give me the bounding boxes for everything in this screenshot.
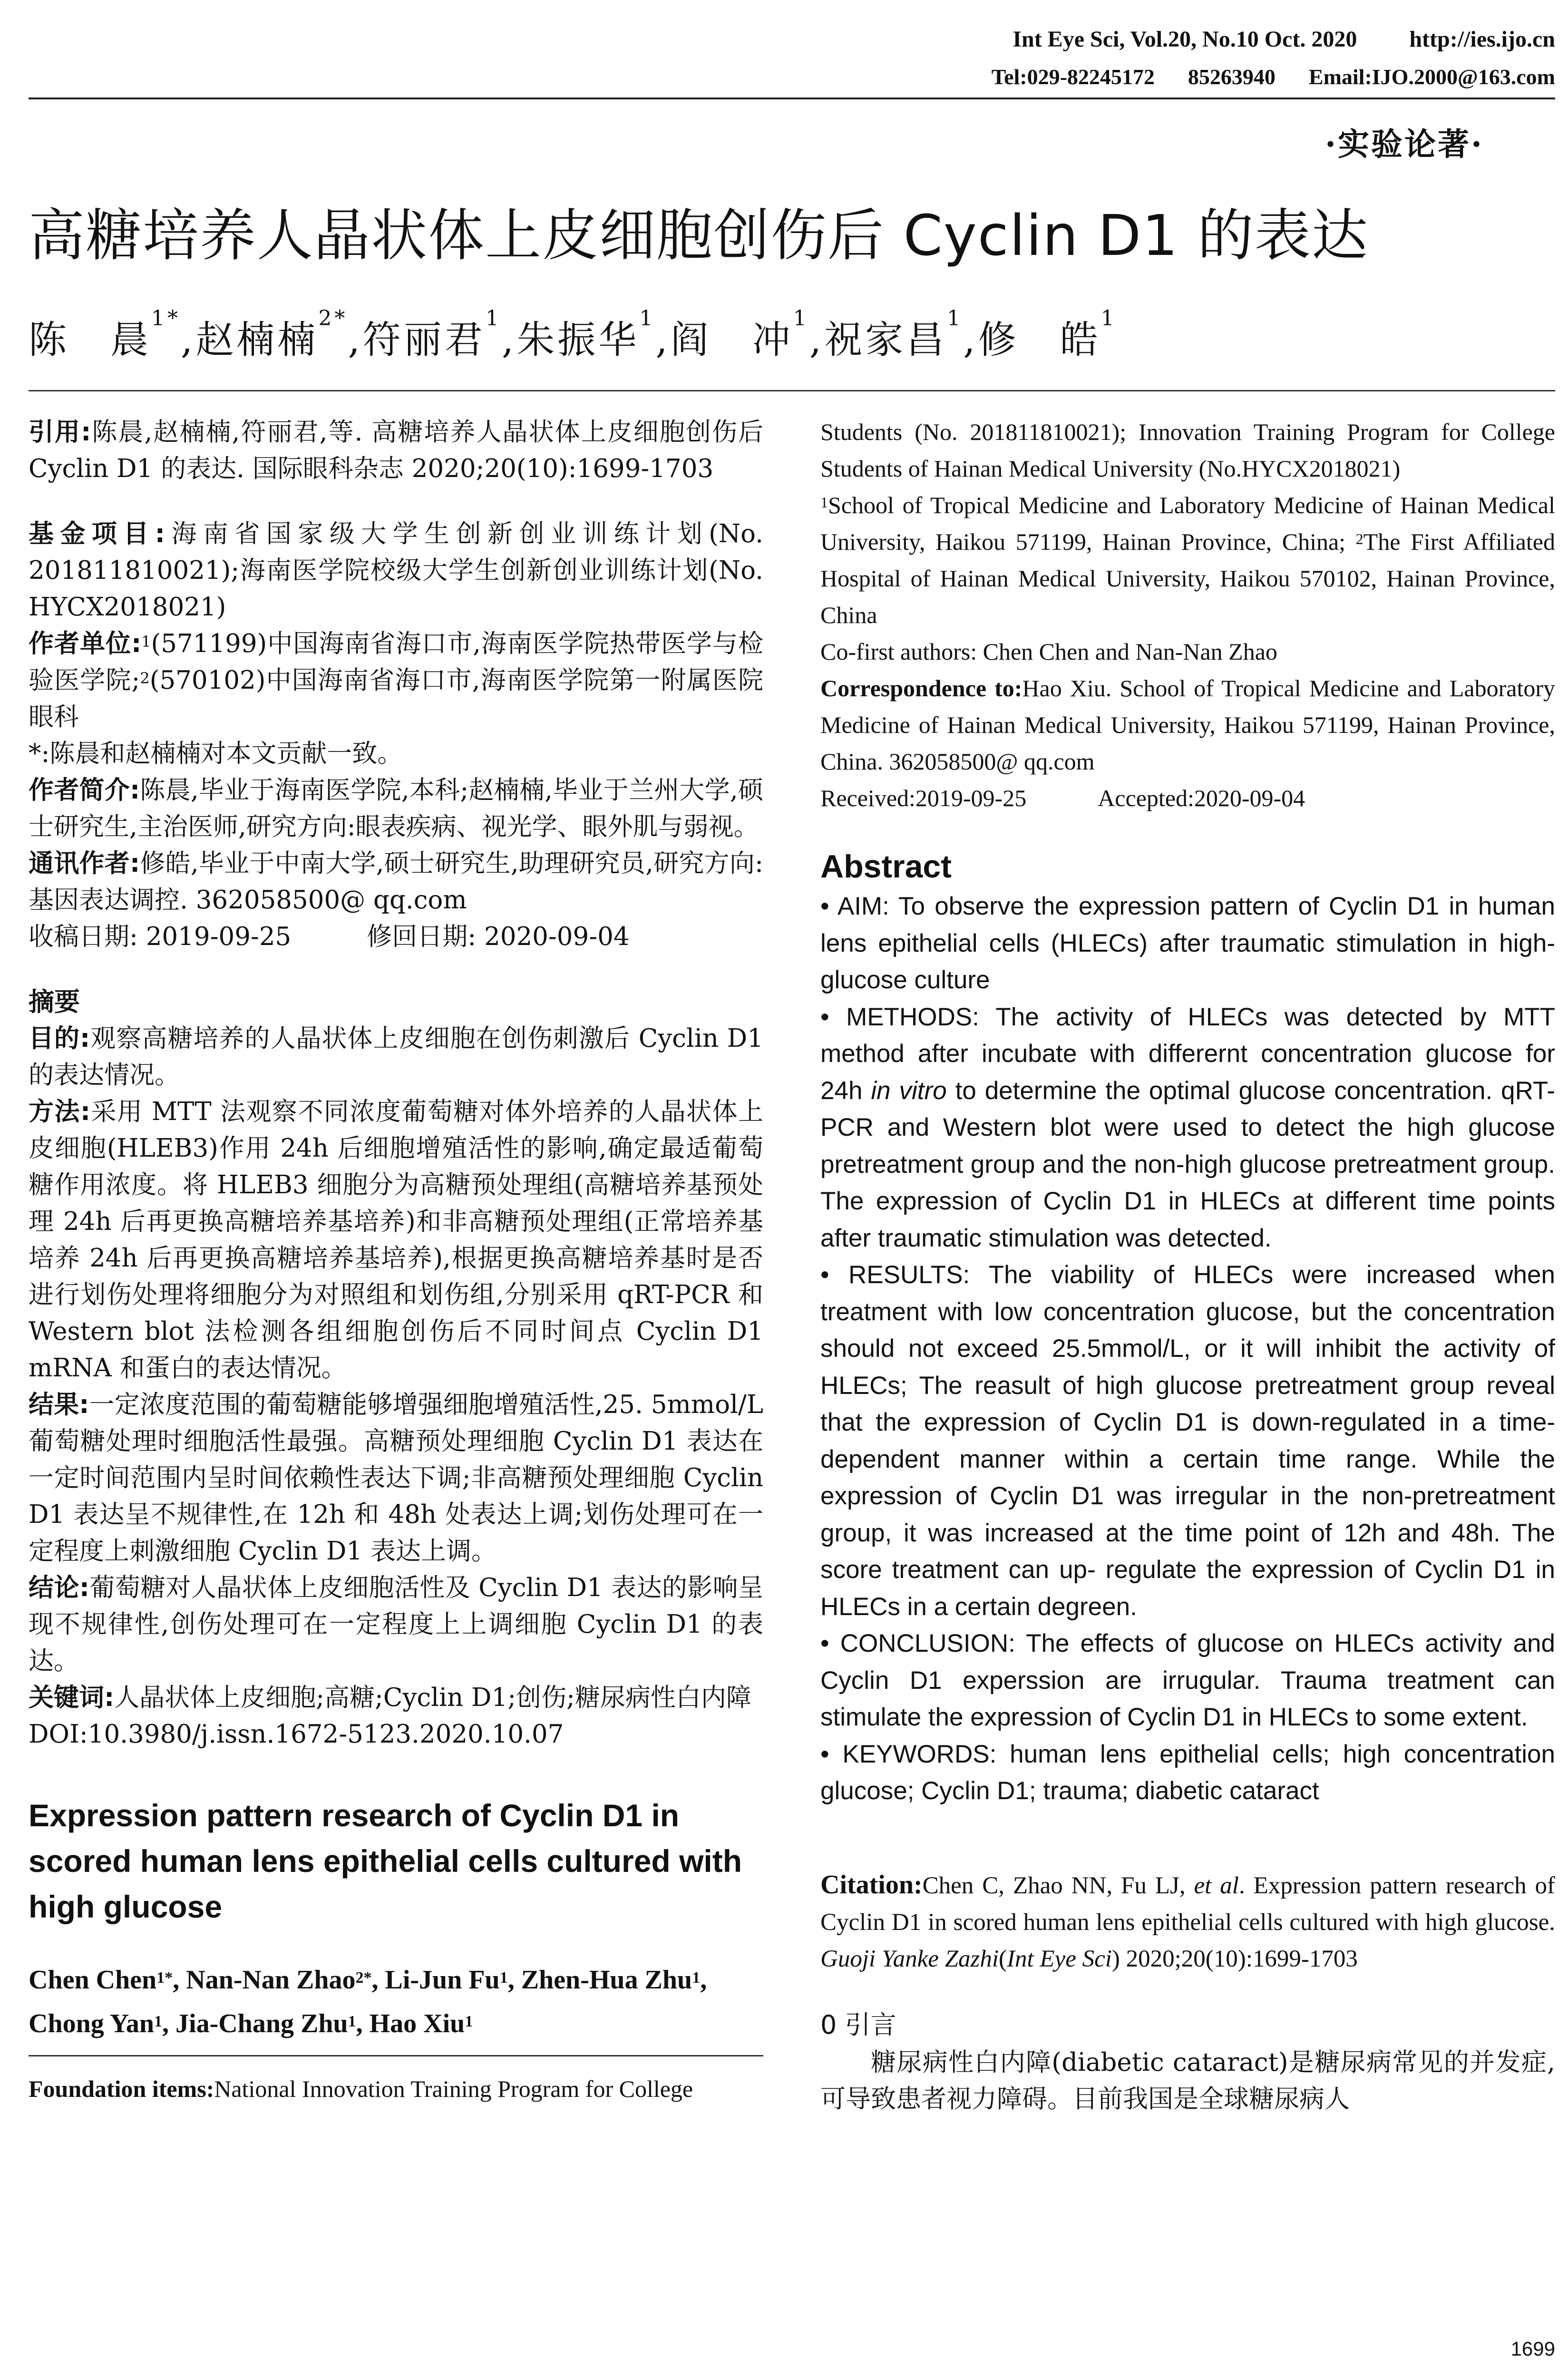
author-affil: 1 [465,2013,473,2030]
unit-sup: 1 [141,633,151,651]
author-en: Li-Jun Fu [385,1965,500,1995]
aim-label: 目的: [29,1024,90,1053]
title-rule [29,390,1555,391]
results-label: 结果: [29,1390,89,1419]
foundation-label: Foundation items: [29,2075,214,2102]
left-column [29,414,763,2107]
unit-text: (570102)中国海南省海口市,海南医学院第一附属医院眼科 [29,666,763,731]
methods-label: 方法: [29,1097,91,1126]
citation-en-title: . Expression pattern research of Cyclin D1 in scored human lens epithelial cells cultured with high glucose. [820,1872,1556,1936]
correspondence-en [820,670,1555,780]
author-affil: 1 [793,306,809,331]
author-en: Jia-Chang Zhu [175,2009,348,2038]
methods-italic: in vitro [871,1076,947,1105]
intro-heading: 0 引言 [820,2009,896,2040]
abstract-results-cn [29,1386,763,1569]
author-en: Zhen-Hua Zhu [521,1965,692,1995]
author-cn: 祝家昌 [824,318,947,362]
affiliation-1: School of Tropical Medicine and Laboratory Medicine of Hainan Medical University, Haikou 571199, Hainan Province, China; [820,492,1555,555]
author-en: Chen Chen [29,1965,157,1995]
running-header-contact [808,64,1555,89]
author-bio [29,772,763,845]
keywords-en: • KEYWORDS: human lens epithelial cells; high concentration glucose; Cyclin D1; trauma; diabetic cataract [820,1740,1555,1805]
bio-label: 作者简介: [29,776,140,805]
author-cn: 朱振华 [516,318,640,362]
author-cn: 符丽君 [362,318,486,362]
author-en: Nan-Nan Zhao [186,1965,356,1995]
conclusion-text: 葡萄糖对人晶状体上皮细胞活性及 Cyclin D1 表达的影响呈现不规律性,创伤处理可在一定程度上上调细胞 Cyclin D1 的表达。 [29,1573,763,1676]
journal-tel: Tel:029-82245172 [991,65,1155,89]
author-list-cn: 陈 晨$^{1*}$,赵楠楠$^{2*}$,符丽君$^1$,朱振华$^1$,阎 冲$^1$,祝家昌$^1$,修 皓$^1$ [29,306,1117,362]
english-title: Expression pattern research of Cyclin D1 in scored human lens epithelial cells cultured with high glucose [29,1798,742,1924]
author-cn: 陈 晨 [29,318,151,362]
citation-en-authors: Chen C, Zhao NN, Fu LJ, [922,1872,1194,1899]
journal-url[interactable]: http://ies.ijo.cn [1409,27,1555,52]
results-text: 一定浓度范围的葡萄糖能够增强细胞增殖活性,25. 5mmol/L 葡萄糖处理时细胞活性最强。高糖预处理细胞 Cyclin D1 表达在一定时间范围内呈时间依赖性表达下调;非高糖预处理细胞 Cyclin D1 表达呈不规律性,在 12h 和 48h 处表达上调;划伤处理可在一定程度上刺激细胞 Cyclin D1 表达上调。 [29,1390,763,1566]
correspondence-text: Hao Xiu. School of Tropical Medicine and Laboratory Medicine of Hainan Medical University, Haikou 571199, Hainan Province, China. 362058500@ qq.com [820,675,1556,775]
author-affil: 2* [355,1969,372,1987]
author-unit [29,625,763,735]
author-en: Hao Xiu [369,2009,465,2038]
author-list-en: Chen Chen$^{1*}$, Nan-Nan Zhao$^{2*}$, Li-Jun Fu$^1$, Zhen-Hua Zhu$^1$, Chong Yan$^1$, Jia-Chang Zhu$^1$, Hao Xiu$^1$ [29,1965,707,2038]
unit-label: 作者单位: [29,629,142,658]
running-header-journal [808,26,1555,52]
right-column [820,414,1555,2117]
author-affil: 1 [348,2013,356,2030]
foundation-items [29,2071,763,2107]
co-first-authors: Co-first authors: Chen Chen and Nan-Nan Zhao [820,638,1277,665]
unit-text: (571199)中国海南省海口市,海南医学院热带医学与检验医学院; [29,629,763,695]
fund-label: 基金项目: [29,519,165,548]
author-affil: 1 [154,2013,163,2030]
equal-contribution-note: *:陈晨和赵楠楠对本文贡献一致。 [29,739,403,768]
conclusion-label: 结论: [29,1573,89,1602]
citation-journal-en: Int Eye Sci [1007,1945,1112,1972]
unit-sup: 2 [140,669,150,687]
author-cn: 赵楠楠 [195,318,319,362]
affiliations-en [820,487,1555,633]
page-number: 1699 [1510,2338,1555,2360]
abstract-heading-en: Abstract [820,848,952,885]
journal-tel2: 85263940 [1188,65,1276,89]
authors-rule [29,2055,763,2056]
citation-text: 陈晨,赵楠楠,符丽君,等. 高糖培养人晶状体上皮细胞创伤后 Cyclin D1 的表达. 国际眼科杂志 2020;20(10):1699-1703 [29,418,763,483]
affiliation-2: The First Affiliated Hospital of Hainan Medical University, Haikou 570102, Hainan Province, China [820,528,1555,628]
citation-journal: Guoji Yanke Zazhi [820,1945,999,1972]
citation-label: 引用: [29,418,91,447]
revised-date: 修回日期: 2020-09-04 [367,922,630,951]
author-affil: 1* [151,306,181,331]
abstract-aim-cn [29,1020,763,1093]
citation-paren: ( [999,1945,1007,1972]
methods-text-a: • METHODS: The activity of HLECs was detected by MTT method after incubate with differernt concentration glucose for 24h [820,1003,1555,1105]
citation-volume: ) 2020;20(10):1699-1703 [1111,1945,1358,1972]
journal-info: Int Eye Sci, Vol.20, No.10 Oct. 2020 [1013,27,1357,52]
bio-text: 陈晨,毕业于海南医学院,本科;赵楠楠,毕业于兰州大学,硕士研究生,主治医师,研究方向:眼表疾病、视光学、眼外肌与弱视。 [29,776,763,841]
methods-text-b: to determine the optimal glucose concentration. qRT-PCR and Western blot were used to detect the high glucose pretreatment group and the non-high glucose pretreatment group. The expression of Cyclin D1 in HLECs at different time points after traumatic stimulation was detected. [820,1076,1555,1252]
abstract-methods-cn [29,1093,763,1386]
author-affil: 1 [485,306,502,331]
corr-text: 修皓,毕业于中南大学,硕士研究生,助理研究员,研究方向:基因表达调控. 362058500@ qq.com [29,849,763,915]
author-affil: 1 [639,306,656,331]
accepted-date-en: Accepted:2020-09-04 [1098,785,1305,811]
abstract-methods-en [820,999,1555,1257]
dates-en [820,780,1555,817]
author-affil: 1 [692,1969,701,1987]
abstract-aim-en: • AIM: To observe the expression pattern of Cyclin D1 in human lens epithelial cells (HLECs) after traumatic stimulation in high-glucose culture [820,892,1555,994]
citation-en [820,1867,1555,1978]
abstract-conclusion-cn [29,1569,763,1679]
header-rule [29,97,1555,99]
citation-en-label: Citation: [820,1870,923,1900]
author-cn: 阎 冲 [670,318,793,362]
author-affil: 1 [1101,306,1117,331]
foundation-text: National Innovation Training Program for College [214,2075,693,2102]
abstract-heading-cn: 摘要 [29,987,80,1017]
aim-text: 观察高糖培养的人晶状体上皮细胞在创伤刺激后 Cyclin D1 的表达情况。 [29,1024,763,1090]
foundation-items-cont: Students (No. 201811810021); Innovation Training Program for College Students of Hainan Medical University (No.HYCX2018021) [820,419,1555,482]
fund-info [29,516,763,625]
affil-sup: 1 [820,494,828,511]
affil-sup: 2 [1355,530,1363,547]
abstract-results-en: • RESULTS: The viability of HLECs were increased when treatment with low concentration glucose, but the concentration should not exceed 25.5mmol/L, or it will inhibit the activity of HLECs; The reasult of high glucose pretreatment group reveal that the expression of Cyclin D1 is down-regulated in a time-dependent manner within a certain time range. While the expression of Cyclin D1 was irregular in the non-pretreatment group, it was increased at the time point of 12h and 48h. The score treatment can up- regulate the expression of Cyclin D1 in HLECs in a certain degreen. [820,1261,1555,1621]
article-category: ·实验论著· [1325,126,1484,163]
author-cn: 修 皓 [978,318,1101,362]
correspondence-label: Correspondence to: [820,675,1023,701]
intro-paragraph: 糖尿病性白内障(diabetic cataract)是糖尿病常见的并发症,可导致患者视力障碍。目前我国是全球糖尿病人 [820,2047,1555,2114]
author-en: Chong Yan [29,2009,155,2038]
fund-text: 海南省国家级大学生创新创业训练计划(No. 201811810021);海南医学院校级大学生创新创业训练计划(No. HYCX2018021) [29,519,763,622]
citation-cn [29,414,763,487]
received-date-en: Received:2019-09-25 [820,785,1027,811]
keywords-label: 关键词: [29,1683,115,1712]
doi[interactable]: DOI:10.3980/j.issn.1672-5123.2020.10.07 [29,1720,564,1749]
keywords-text: 人晶状体上皮细胞;高糖;Cyclin D1;创伤;糖尿病性白内障 [114,1683,751,1712]
author-affil: 1* [156,1969,173,1987]
methods-text: 采用 MTT 法观察不同浓度葡萄糖对体外培养的人晶状体上皮细胞(HLEB3)作用 24h 后细胞增殖活性的影响,确定最适葡萄糖作用浓度。将 HLEB3 细胞分为高糖预处理组(高糖培养基预处理 24h 后再更换高糖培养基培养)和非高糖预处理组(正常培养基培养 24h 后再更换高糖培养基培养),根据更换高糖培养基时是否进行划伤处理将细胞分为对照组和划伤组,分别采用 qRT-PCR 和 Western blot 法检测各组细胞创伤后不同时间点 Cyclin D1 mRNA 和蛋白的表达情况。 [29,1097,764,1383]
article-title: 高糖培养人晶状体上皮细胞创伤后 Cyclin D1 的表达 [29,203,1369,268]
journal-email[interactable]: Email:IJO.2000@163.com [1308,65,1555,89]
citation-etal: et al [1194,1872,1239,1899]
corresponding-author [29,845,763,918]
received-date: 收稿日期: 2019-09-25 [29,922,292,951]
author-affil: 2* [318,306,348,331]
abstract-conclusion-en: • CONCLUSION: The effects of glucose on HLECs activity and Cyclin D1 experssion are irrugular. Trauma treatment can stimulate the expression of Cyclin D1 in HLECs to some extent. [820,1629,1555,1731]
author-affil: 1 [499,1969,508,1987]
keywords-cn [29,1679,763,1716]
author-affil: 1 [947,306,964,331]
corr-label: 通讯作者: [29,849,140,878]
dates-cn [29,918,763,955]
